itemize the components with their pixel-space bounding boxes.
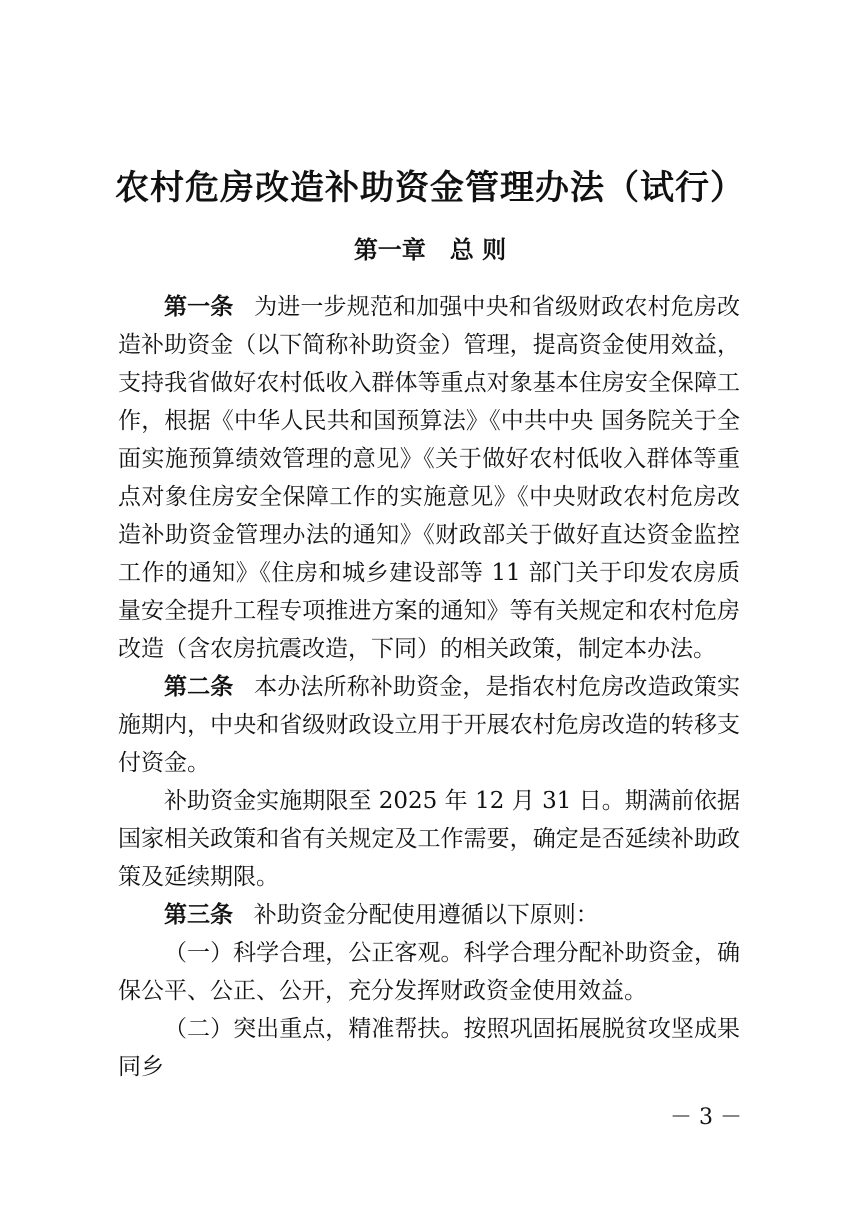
article-3-paragraph xyxy=(118,896,740,934)
article-3-text: 补助资金分配使用遵循以下原则： xyxy=(253,902,599,928)
article-2-continuation-text: 补助资金实施期限至 2025 年 12 月 31 日。期满前依据国家相关政策和省有关规定及工作需要，确定是否延续补助政策及延续期限。 xyxy=(118,788,740,890)
article-2-continuation-paragraph xyxy=(118,782,740,896)
article-1-heading: 第一条 xyxy=(164,294,234,320)
article-3-heading: 第三条 xyxy=(164,902,233,928)
principle-2-text: （二）突出重点，精准帮扶。按照巩固拓展脱贫攻坚成果同乡 xyxy=(118,1016,740,1080)
article-2-heading: 第二条 xyxy=(164,674,234,700)
article-1-text: 为进一步规范和加强中央和省级财政农村危房改造补助资金（以下简称补助资金）管理，提高资金使用效益，支持我省做好农村低收入群体等重点对象基本住房安全保障工作，根据《中华人民共和国预算法》《中共中央 国务院关于全面实施预算绩效管理的意见》《关于做好农村低收入群体等重点对象住房安全保障工作的实施意见》《中央财政农村危房改造补助资金管理办法的通知》《财政部关于做好直达资金监控工作的通知》《住房和城乡建设部等 11 部门关于印发农房质量安全提升工程专项推进方案的通知》等有关规定和农村危房改造（含农房抗震改造，下同）的相关政策，制定本办法。 xyxy=(118,294,741,662)
article-2-paragraph xyxy=(118,668,740,782)
chapter-heading: 第一章 总 则 xyxy=(353,236,507,264)
article-1-paragraph xyxy=(118,288,740,668)
principle-1-paragraph xyxy=(118,934,740,1010)
document-body xyxy=(118,288,740,1086)
page-number: － 3 － xyxy=(670,1105,742,1130)
document-title: 农村危房改造补助资金管理办法（试行） xyxy=(115,168,745,208)
article-2-text: 本办法所称补助资金，是指农村危房改造政策实施期内，中央和省级财政设立用于开展农村危房改造的转移支付资金。 xyxy=(118,674,741,776)
principle-2-paragraph xyxy=(118,1010,740,1086)
principle-1-text: （一）科学合理，公正客观。科学合理分配补助资金，确保公平、公正、公开，充分发挥财政资金使用效益。 xyxy=(118,940,740,1004)
